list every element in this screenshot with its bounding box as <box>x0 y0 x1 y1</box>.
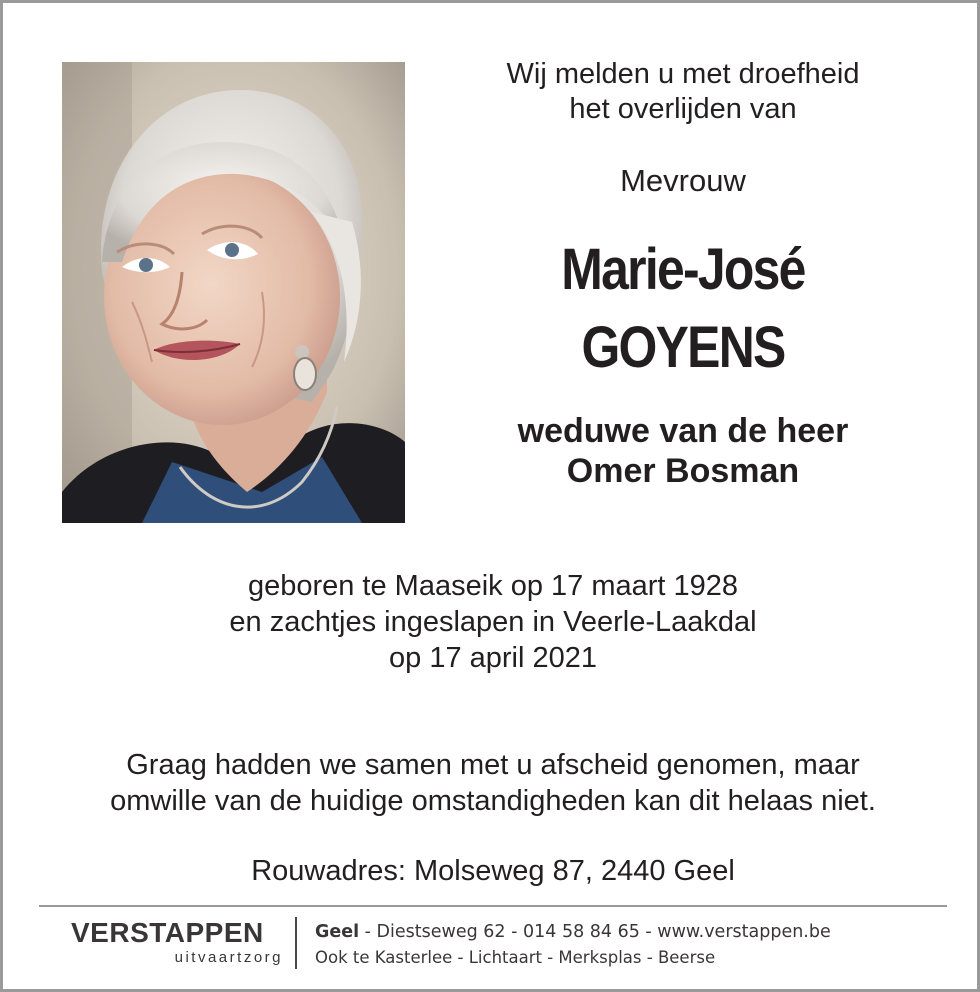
portrait-photo <box>62 62 405 523</box>
widow-line-2: Omer Bosman <box>566 452 800 490</box>
message-line-2: omwille van de huidige omstandigheden kan dit helaas niet. <box>110 785 876 817</box>
life-details <box>3 568 980 676</box>
widow-line-1: weduwe van de heer <box>517 412 849 450</box>
logo-separator <box>295 917 297 969</box>
funeral-home-contact <box>315 919 831 971</box>
other-locations: Ook te Kasterlee - Lichtaart - Merksplas - Beerse <box>315 948 716 967</box>
farewell-message <box>3 747 980 819</box>
message-line-1: Graag hadden we samen met u afscheid genomen, maar <box>126 749 860 781</box>
first-name: Marie-José <box>561 237 805 302</box>
footer-divider <box>39 905 947 907</box>
intro-text <box>433 57 933 127</box>
funeral-home-logo <box>71 913 285 973</box>
mourning-address: Rouwadres: Molseweg 87, 2440 Geel <box>251 855 735 887</box>
deceased-name <box>468 231 898 387</box>
salutation: Mevrouw <box>620 163 746 198</box>
passing-line: en zachtjes ingeslapen in Veerle-Laakdal <box>229 606 757 638</box>
contact-line-1 <box>315 919 831 945</box>
intro-line-1: Wij melden u met droefheid <box>506 58 860 90</box>
birth-line: geboren te Maaseik op 17 maart 1928 <box>247 570 739 602</box>
widow-of <box>433 411 933 491</box>
contact-city: Geel <box>315 922 360 942</box>
last-name: GOYENS <box>581 315 785 380</box>
logo-main-text: VERSTAPPEN <box>71 917 264 948</box>
intro-line-2: het overlijden van <box>569 93 797 125</box>
contact-details: - Diestseweg 62 - 014 58 84 65 - www.verstappen.be <box>359 922 831 942</box>
portrait-illustration <box>62 62 405 523</box>
logo-sub-text: uitvaartzorg <box>174 949 283 966</box>
passing-date: op 17 april 2021 <box>389 642 597 674</box>
